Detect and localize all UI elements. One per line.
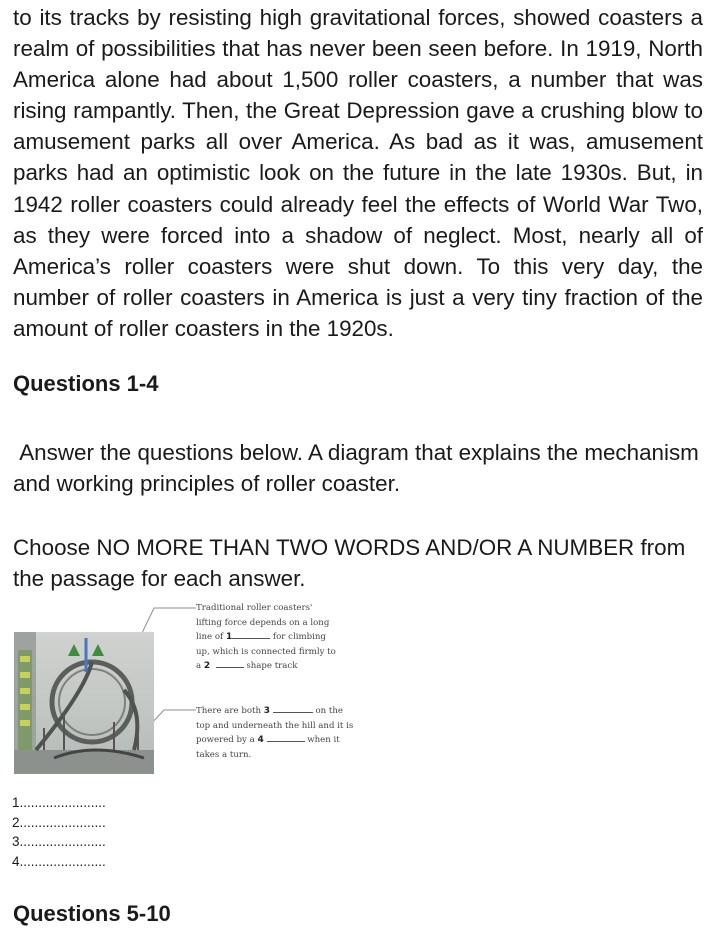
blank-number-1: 1 — [225, 632, 233, 642]
callout1-line5-pre: a — [196, 661, 204, 671]
questions-5-10-heading: Questions 5-10 — [13, 901, 171, 926]
blank-3-line — [273, 704, 313, 713]
callout1-line3-pre: line of — [196, 632, 226, 642]
callout1-line5-post: shape track — [243, 661, 298, 671]
blank-number-4: 4 — [257, 735, 264, 745]
answer-line-1[interactable]: 1....................... — [12, 795, 106, 810]
callout-wheels — [196, 704, 353, 762]
answer-line-4[interactable]: 4....................... — [12, 853, 106, 869]
answer-line-2[interactable]: 2....................... — [12, 814, 106, 830]
callout2-line2: top and underneath the hill and it is — [196, 720, 354, 731]
passage-text: to its tracks by resisting high gravitational forces, showed coasters a realm of possibilities that has never been seen before. In 1919, North America alone had about 1,500 roller coasters, a number that was rising rampantly. Then, the Great Depression gave a crushing blow to amusement parks all over America. As bad as it was, amusement parks had an optimistic look on the future in the late 1930s. But, in 1942 roller coasters could already feel the effects of World War Two, as they were forced into a shadow of neglect. Most, nearly all of America’s roller coasters were shut down. To this very day, the number of roller coasters in America is just a very tiny fraction of the amount of roller coasters in the 1920s. — [13, 5, 703, 341]
blank-number-3: 3 — [263, 706, 270, 716]
roller-coaster-diagram — [0, 600, 713, 785]
blank-2-line — [216, 659, 244, 668]
blank-1-line — [232, 630, 270, 639]
blank-4-line — [267, 733, 305, 742]
blank-number-2: 2 — [203, 661, 211, 671]
callout1-line4: up, which is connected firmly to — [196, 646, 336, 657]
roller-coaster-photo — [14, 632, 154, 774]
callout2-line1-post: on the — [312, 706, 343, 716]
callout2-line1-pre: There are both — [196, 706, 264, 716]
callout-lifting-force — [196, 601, 336, 674]
callout1-line1: Traditional roller coasters' — [196, 603, 313, 613]
callout2-line4: takes a turn. — [196, 749, 252, 760]
callout1-line2: lifting force depends on a long — [196, 617, 330, 628]
callout1-line3-post: for climbing — [270, 632, 326, 642]
callout2-line3-post: when it — [304, 735, 340, 745]
callout2-line3-pre: powered by a — [196, 735, 258, 745]
instruction-answer: Answer the questions below. A diagram that explains the mechanism and working principles of roller coaster. — [13, 440, 706, 496]
questions-1-4-heading: Questions 1-4 — [13, 371, 159, 396]
answer-line-3[interactable]: 3....................... — [12, 834, 106, 849]
instruction-word-limit: Choose NO MORE THAN TWO WORDS AND/OR A NUMBER from the passage for each answer. — [13, 535, 686, 591]
answer-list — [12, 793, 106, 871]
